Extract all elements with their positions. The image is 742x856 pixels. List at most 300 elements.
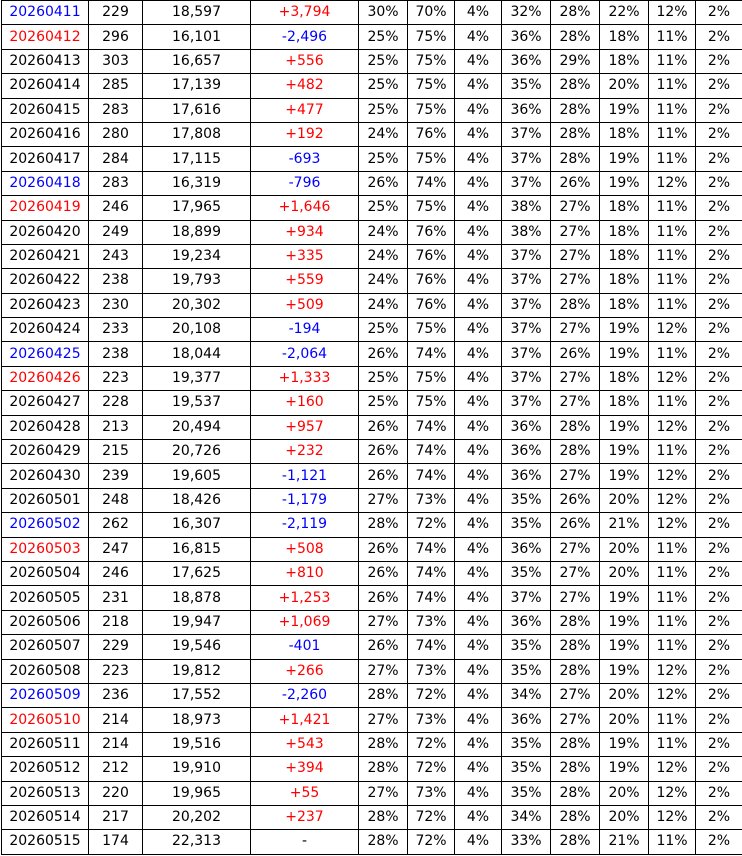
pct-cell-6: 19% (600, 415, 649, 439)
pct-cell-2: 74% (408, 561, 455, 585)
pct-cell-5: 27% (551, 318, 600, 342)
pct-cell-2: 73% (408, 781, 455, 805)
pct-cell-1: 30% (359, 1, 408, 25)
pct-cell-1: 26% (359, 342, 408, 366)
pct-cell-7: 11% (649, 635, 696, 659)
total-cell: 20,494 (143, 415, 251, 439)
count-cell: 228 (89, 391, 143, 415)
pct-cell-6: 20% (600, 805, 649, 829)
pct-cell-7: 12% (649, 1, 696, 25)
pct-cell-5: 27% (551, 220, 600, 244)
change-cell: +1,069 (251, 610, 359, 634)
pct-cell-8: 2% (696, 440, 742, 464)
table-row (2, 830, 742, 854)
pct-cell-7: 12% (649, 805, 696, 829)
pct-cell-1: 24% (359, 269, 408, 293)
pct-cell-8: 2% (696, 74, 742, 98)
pct-cell-5: 28% (551, 635, 600, 659)
pct-cell-8: 2% (696, 220, 742, 244)
total-cell: 20,726 (143, 440, 251, 464)
pct-cell-5: 28% (551, 25, 600, 49)
pct-cell-5: 27% (551, 366, 600, 390)
pct-cell-4: 37% (502, 147, 551, 171)
pct-cell-8: 2% (696, 391, 742, 415)
date-cell: 20260426 (2, 366, 89, 390)
date-cell: 20260512 (2, 757, 89, 781)
date-cell: 20260514 (2, 805, 89, 829)
pct-cell-7: 11% (649, 147, 696, 171)
total-cell: 22,313 (143, 830, 251, 854)
pct-cell-7: 11% (649, 269, 696, 293)
table-row (2, 781, 742, 805)
pct-cell-3: 4% (455, 366, 502, 390)
pct-cell-8: 2% (696, 659, 742, 683)
pct-cell-2: 74% (408, 537, 455, 561)
count-cell: 213 (89, 415, 143, 439)
change-cell: +232 (251, 440, 359, 464)
pct-cell-3: 4% (455, 269, 502, 293)
pct-cell-6: 18% (600, 391, 649, 415)
pct-cell-7: 12% (649, 488, 696, 512)
table-row (2, 269, 742, 293)
pct-cell-3: 4% (455, 708, 502, 732)
total-cell: 16,101 (143, 25, 251, 49)
pct-cell-8: 2% (696, 683, 742, 707)
pct-cell-6: 19% (600, 635, 649, 659)
total-cell: 20,202 (143, 805, 251, 829)
date-cell: 20260428 (2, 415, 89, 439)
pct-cell-7: 12% (649, 415, 696, 439)
table-row (2, 610, 742, 634)
table-row (2, 244, 742, 268)
table-row (2, 171, 742, 195)
table-row (2, 366, 742, 390)
pct-cell-8: 2% (696, 342, 742, 366)
pct-cell-6: 19% (600, 318, 649, 342)
pct-cell-7: 11% (649, 708, 696, 732)
pct-cell-1: 27% (359, 781, 408, 805)
table-row (2, 586, 742, 610)
pct-cell-6: 18% (600, 196, 649, 220)
change-cell: +55 (251, 781, 359, 805)
pct-cell-2: 75% (408, 147, 455, 171)
change-cell: +1,333 (251, 366, 359, 390)
pct-cell-2: 75% (408, 74, 455, 98)
pct-cell-4: 35% (502, 561, 551, 585)
change-cell: -1,121 (251, 464, 359, 488)
pct-cell-4: 34% (502, 683, 551, 707)
pct-cell-3: 4% (455, 635, 502, 659)
pct-cell-3: 4% (455, 147, 502, 171)
pct-cell-4: 37% (502, 293, 551, 317)
pct-cell-1: 28% (359, 805, 408, 829)
change-cell: +266 (251, 659, 359, 683)
count-cell: 229 (89, 635, 143, 659)
pct-cell-1: 28% (359, 757, 408, 781)
pct-cell-1: 24% (359, 293, 408, 317)
change-cell: +237 (251, 805, 359, 829)
pct-cell-2: 74% (408, 586, 455, 610)
pct-cell-3: 4% (455, 513, 502, 537)
change-cell: -2,064 (251, 342, 359, 366)
pct-cell-7: 12% (649, 683, 696, 707)
pct-cell-3: 4% (455, 293, 502, 317)
pct-cell-5: 28% (551, 147, 600, 171)
count-cell: 303 (89, 49, 143, 73)
table-row (2, 805, 742, 829)
pct-cell-2: 75% (408, 366, 455, 390)
date-cell: 20260419 (2, 196, 89, 220)
total-cell: 20,108 (143, 318, 251, 342)
table-row (2, 122, 742, 146)
count-cell: 217 (89, 805, 143, 829)
pct-cell-8: 2% (696, 415, 742, 439)
pct-cell-1: 28% (359, 830, 408, 854)
count-cell: 233 (89, 318, 143, 342)
pct-cell-7: 11% (649, 244, 696, 268)
pct-cell-2: 74% (408, 415, 455, 439)
pct-cell-7: 11% (649, 220, 696, 244)
pct-cell-4: 35% (502, 757, 551, 781)
pct-cell-1: 26% (359, 635, 408, 659)
pct-cell-6: 20% (600, 561, 649, 585)
pct-cell-4: 36% (502, 537, 551, 561)
pct-cell-1: 25% (359, 147, 408, 171)
pct-cell-7: 11% (649, 74, 696, 98)
total-cell: 17,808 (143, 122, 251, 146)
pct-cell-1: 25% (359, 49, 408, 73)
pct-cell-4: 37% (502, 244, 551, 268)
pct-cell-1: 26% (359, 464, 408, 488)
date-cell: 20260509 (2, 683, 89, 707)
change-cell: +482 (251, 74, 359, 98)
date-cell: 20260429 (2, 440, 89, 464)
date-cell: 20260504 (2, 561, 89, 585)
total-cell: 18,426 (143, 488, 251, 512)
pct-cell-2: 74% (408, 440, 455, 464)
pct-cell-7: 12% (649, 757, 696, 781)
total-cell: 16,657 (143, 49, 251, 73)
pct-cell-3: 4% (455, 318, 502, 342)
count-cell: 174 (89, 830, 143, 854)
pct-cell-3: 4% (455, 757, 502, 781)
total-cell: 19,516 (143, 732, 251, 756)
date-cell: 20260424 (2, 318, 89, 342)
date-cell: 20260415 (2, 98, 89, 122)
pct-cell-7: 11% (649, 440, 696, 464)
pct-cell-4: 33% (502, 830, 551, 854)
pct-cell-7: 12% (649, 781, 696, 805)
pct-cell-8: 2% (696, 1, 742, 25)
pct-cell-4: 32% (502, 1, 551, 25)
pct-cell-5: 28% (551, 659, 600, 683)
date-cell: 20260418 (2, 171, 89, 195)
pct-cell-7: 11% (649, 610, 696, 634)
pct-cell-8: 2% (696, 98, 742, 122)
table-row (2, 1, 742, 25)
pct-cell-8: 2% (696, 757, 742, 781)
total-cell: 18,878 (143, 586, 251, 610)
change-cell: -693 (251, 147, 359, 171)
date-cell: 20260423 (2, 293, 89, 317)
pct-cell-8: 2% (696, 781, 742, 805)
count-cell: 230 (89, 293, 143, 317)
total-cell: 18,973 (143, 708, 251, 732)
pct-cell-7: 11% (649, 391, 696, 415)
pct-cell-3: 4% (455, 805, 502, 829)
pct-cell-5: 27% (551, 586, 600, 610)
pct-cell-3: 4% (455, 561, 502, 585)
pct-cell-6: 18% (600, 244, 649, 268)
total-cell: 17,552 (143, 683, 251, 707)
change-cell: +394 (251, 757, 359, 781)
table-row (2, 732, 742, 756)
change-cell: -401 (251, 635, 359, 659)
pct-cell-7: 12% (649, 318, 696, 342)
pct-cell-3: 4% (455, 244, 502, 268)
date-cell: 20260505 (2, 586, 89, 610)
date-cell: 20260513 (2, 781, 89, 805)
total-cell: 17,115 (143, 147, 251, 171)
table-row (2, 513, 742, 537)
count-cell: 214 (89, 732, 143, 756)
pct-cell-3: 4% (455, 49, 502, 73)
pct-cell-3: 4% (455, 415, 502, 439)
total-cell: 16,319 (143, 171, 251, 195)
pct-cell-6: 19% (600, 98, 649, 122)
pct-cell-3: 4% (455, 586, 502, 610)
change-cell: +810 (251, 561, 359, 585)
change-cell: +508 (251, 537, 359, 561)
table-body (2, 1, 742, 855)
count-cell: 283 (89, 171, 143, 195)
change-cell: +957 (251, 415, 359, 439)
count-cell: 238 (89, 342, 143, 366)
date-cell: 20260502 (2, 513, 89, 537)
date-cell: 20260507 (2, 635, 89, 659)
pct-cell-5: 27% (551, 269, 600, 293)
count-cell: 229 (89, 1, 143, 25)
pct-cell-1: 25% (359, 366, 408, 390)
total-cell: 19,910 (143, 757, 251, 781)
pct-cell-5: 27% (551, 708, 600, 732)
pct-cell-2: 72% (408, 830, 455, 854)
pct-cell-1: 25% (359, 25, 408, 49)
pct-cell-5: 27% (551, 196, 600, 220)
total-cell: 19,234 (143, 244, 251, 268)
pct-cell-6: 19% (600, 757, 649, 781)
pct-cell-1: 25% (359, 98, 408, 122)
date-cell: 20260515 (2, 830, 89, 854)
change-cell: +1,646 (251, 196, 359, 220)
pct-cell-3: 4% (455, 610, 502, 634)
date-cell: 20260508 (2, 659, 89, 683)
date-cell: 20260416 (2, 122, 89, 146)
count-cell: 218 (89, 610, 143, 634)
pct-cell-3: 4% (455, 488, 502, 512)
pct-cell-3: 4% (455, 683, 502, 707)
pct-cell-2: 74% (408, 635, 455, 659)
pct-cell-6: 19% (600, 464, 649, 488)
pct-cell-5: 28% (551, 440, 600, 464)
pct-cell-7: 11% (649, 122, 696, 146)
pct-cell-1: 26% (359, 440, 408, 464)
pct-cell-8: 2% (696, 830, 742, 854)
pct-cell-1: 24% (359, 244, 408, 268)
change-cell: -796 (251, 171, 359, 195)
pct-cell-8: 2% (696, 196, 742, 220)
pct-cell-1: 28% (359, 683, 408, 707)
change-cell: +934 (251, 220, 359, 244)
count-cell: 215 (89, 440, 143, 464)
pct-cell-1: 26% (359, 586, 408, 610)
pct-cell-6: 21% (600, 513, 649, 537)
table-row (2, 464, 742, 488)
pct-cell-4: 35% (502, 488, 551, 512)
change-cell: -2,496 (251, 25, 359, 49)
table-row (2, 220, 742, 244)
count-cell: 296 (89, 25, 143, 49)
pct-cell-7: 11% (649, 830, 696, 854)
pct-cell-8: 2% (696, 488, 742, 512)
pct-cell-8: 2% (696, 366, 742, 390)
change-cell: -194 (251, 318, 359, 342)
pct-cell-4: 36% (502, 49, 551, 73)
pct-cell-5: 27% (551, 244, 600, 268)
pct-cell-2: 72% (408, 683, 455, 707)
pct-cell-6: 19% (600, 171, 649, 195)
pct-cell-6: 18% (600, 293, 649, 317)
count-cell: 249 (89, 220, 143, 244)
pct-cell-5: 28% (551, 74, 600, 98)
pct-cell-6: 20% (600, 708, 649, 732)
pct-cell-5: 27% (551, 683, 600, 707)
pct-cell-1: 27% (359, 659, 408, 683)
pct-cell-1: 26% (359, 537, 408, 561)
pct-cell-6: 20% (600, 683, 649, 707)
table-row (2, 561, 742, 585)
pct-cell-8: 2% (696, 635, 742, 659)
total-cell: 19,965 (143, 781, 251, 805)
change-cell: -1,179 (251, 488, 359, 512)
pct-cell-4: 37% (502, 342, 551, 366)
pct-cell-2: 72% (408, 805, 455, 829)
date-cell: 20260417 (2, 147, 89, 171)
pct-cell-1: 26% (359, 561, 408, 585)
pct-cell-6: 18% (600, 220, 649, 244)
pct-cell-6: 19% (600, 342, 649, 366)
pct-cell-2: 72% (408, 513, 455, 537)
pct-cell-3: 4% (455, 537, 502, 561)
date-cell: 20260511 (2, 732, 89, 756)
pct-cell-7: 11% (649, 98, 696, 122)
table-row (2, 147, 742, 171)
total-cell: 17,625 (143, 561, 251, 585)
pct-cell-2: 73% (408, 659, 455, 683)
pct-cell-2: 75% (408, 318, 455, 342)
change-cell: +192 (251, 122, 359, 146)
pct-cell-7: 11% (649, 561, 696, 585)
total-cell: 18,899 (143, 220, 251, 244)
pct-cell-2: 76% (408, 244, 455, 268)
pct-cell-1: 25% (359, 196, 408, 220)
pct-cell-3: 4% (455, 391, 502, 415)
pct-cell-4: 35% (502, 635, 551, 659)
total-cell: 19,812 (143, 659, 251, 683)
count-cell: 285 (89, 74, 143, 98)
date-cell: 20260425 (2, 342, 89, 366)
pct-cell-8: 2% (696, 293, 742, 317)
pct-cell-6: 19% (600, 147, 649, 171)
change-cell: +335 (251, 244, 359, 268)
pct-cell-5: 28% (551, 805, 600, 829)
count-cell: 246 (89, 196, 143, 220)
pct-cell-7: 12% (649, 366, 696, 390)
pct-cell-4: 36% (502, 415, 551, 439)
table-row (2, 25, 742, 49)
total-cell: 18,044 (143, 342, 251, 366)
pct-cell-6: 20% (600, 537, 649, 561)
pct-cell-6: 20% (600, 488, 649, 512)
pct-cell-6: 19% (600, 610, 649, 634)
pct-cell-2: 73% (408, 708, 455, 732)
pct-cell-1: 27% (359, 488, 408, 512)
pct-cell-7: 11% (649, 586, 696, 610)
pct-cell-8: 2% (696, 244, 742, 268)
table-row (2, 293, 742, 317)
pct-cell-4: 38% (502, 220, 551, 244)
count-cell: 212 (89, 757, 143, 781)
table-row (2, 342, 742, 366)
pct-cell-7: 11% (649, 342, 696, 366)
pct-cell-8: 2% (696, 805, 742, 829)
pct-cell-8: 2% (696, 269, 742, 293)
pct-cell-6: 18% (600, 122, 649, 146)
pct-cell-2: 76% (408, 122, 455, 146)
pct-cell-4: 37% (502, 171, 551, 195)
count-cell: 246 (89, 561, 143, 585)
date-cell: 20260501 (2, 488, 89, 512)
total-cell: 19,605 (143, 464, 251, 488)
pct-cell-7: 12% (649, 171, 696, 195)
table-row (2, 757, 742, 781)
pct-cell-8: 2% (696, 586, 742, 610)
pct-cell-6: 19% (600, 732, 649, 756)
pct-cell-7: 12% (649, 513, 696, 537)
pct-cell-2: 72% (408, 732, 455, 756)
pct-cell-5: 28% (551, 757, 600, 781)
count-cell: 220 (89, 781, 143, 805)
change-cell: +543 (251, 732, 359, 756)
pct-cell-4: 36% (502, 610, 551, 634)
total-cell: 20,302 (143, 293, 251, 317)
pct-cell-5: 27% (551, 391, 600, 415)
pct-cell-8: 2% (696, 513, 742, 537)
pct-cell-4: 38% (502, 196, 551, 220)
change-cell: +556 (251, 49, 359, 73)
total-cell: 19,947 (143, 610, 251, 634)
pct-cell-1: 28% (359, 732, 408, 756)
pct-cell-3: 4% (455, 98, 502, 122)
pct-cell-5: 26% (551, 488, 600, 512)
count-cell: 280 (89, 122, 143, 146)
date-cell: 20260427 (2, 391, 89, 415)
pct-cell-2: 75% (408, 25, 455, 49)
pct-cell-4: 36% (502, 440, 551, 464)
pct-cell-5: 28% (551, 98, 600, 122)
table-row (2, 488, 742, 512)
date-cell: 20260420 (2, 220, 89, 244)
